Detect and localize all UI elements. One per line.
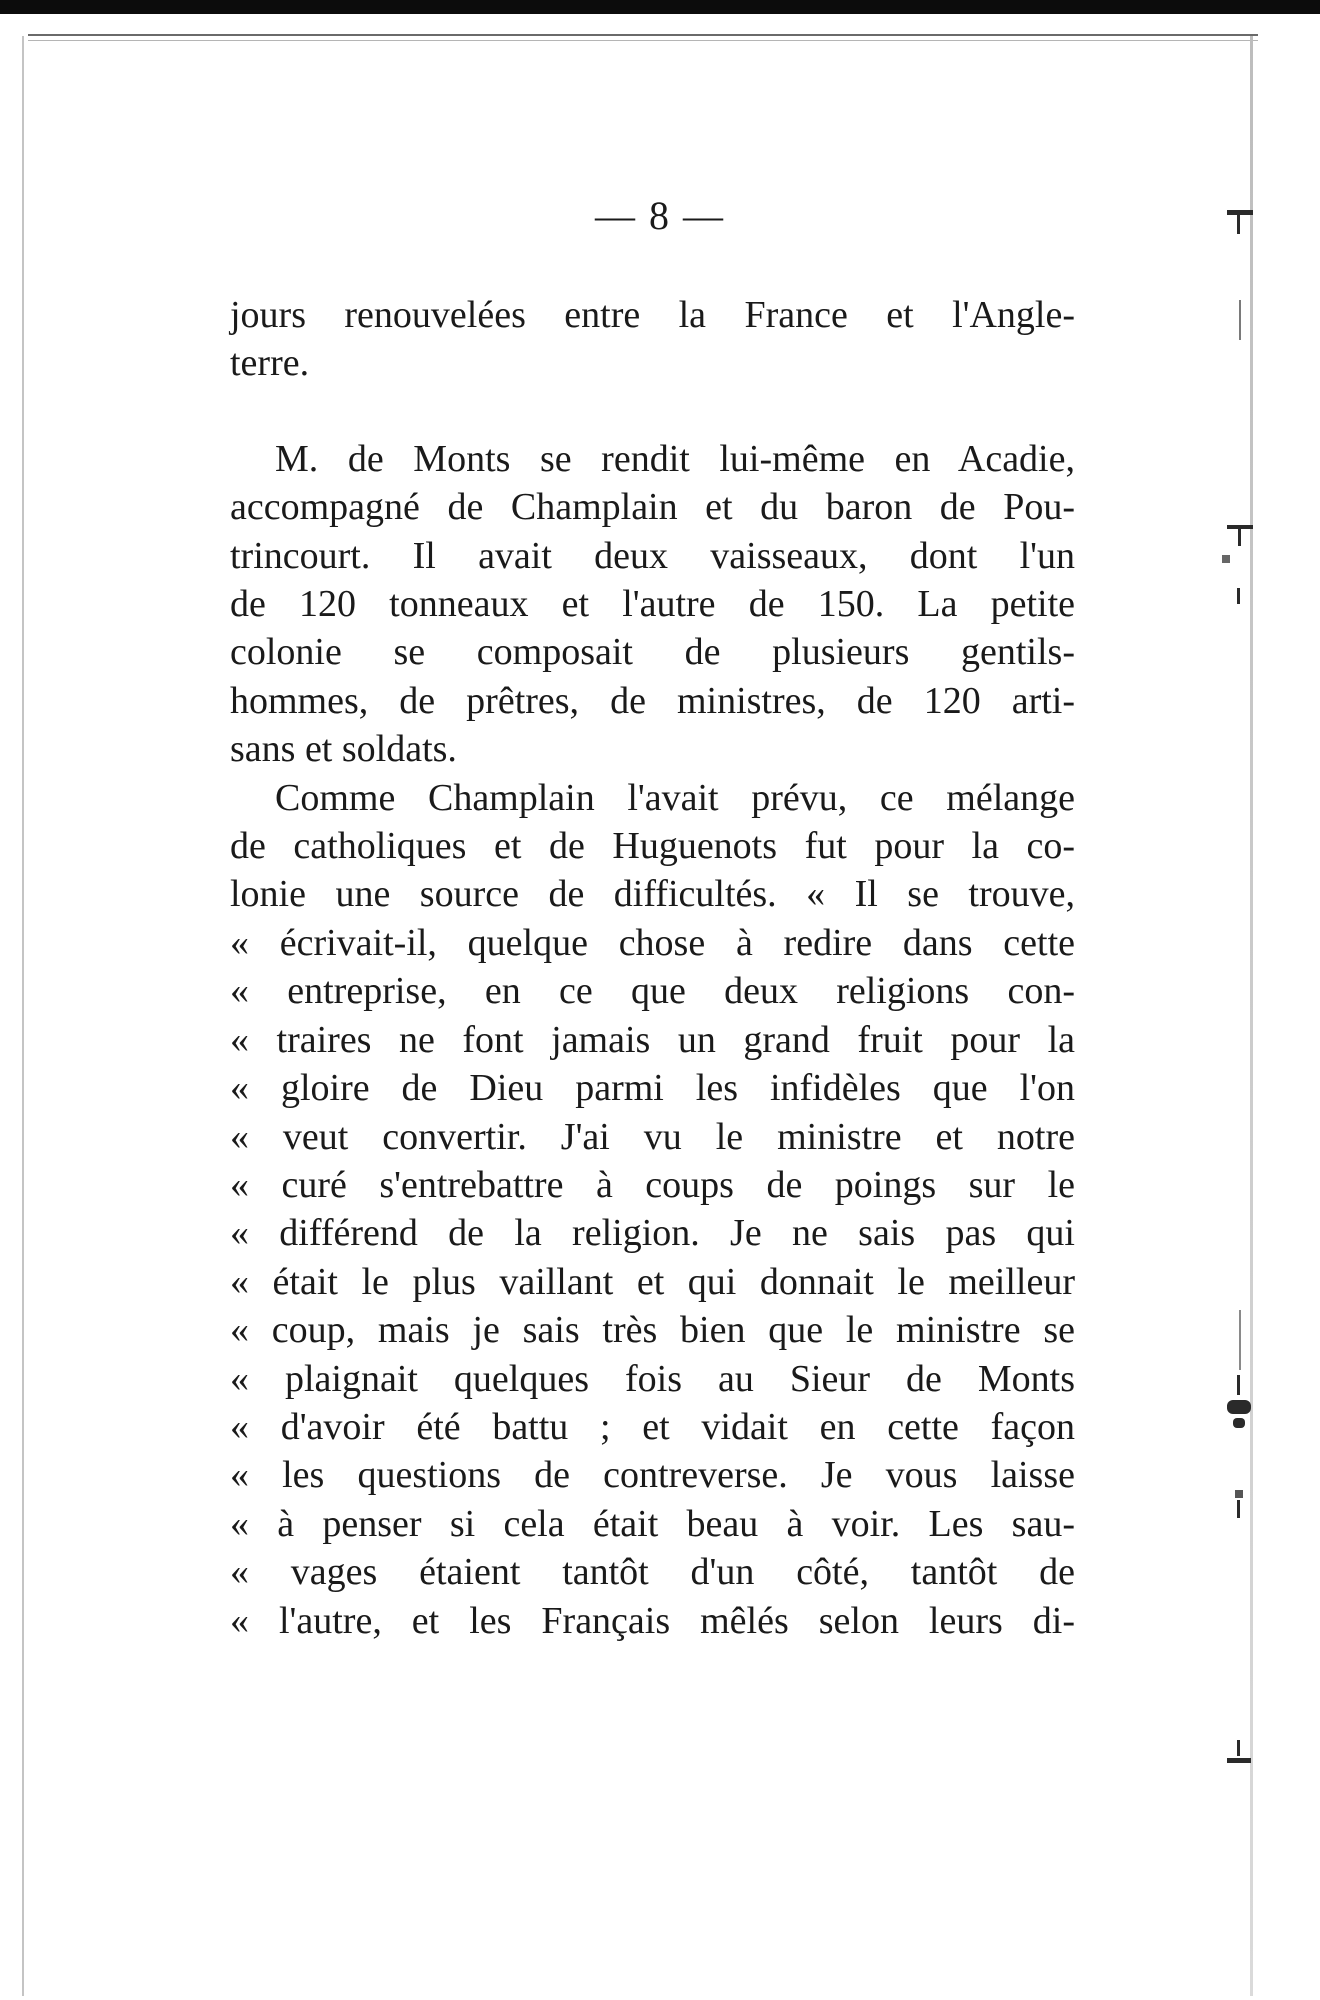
text-line: trincourt. Il avait deux vaisseaux, dont l'un: [230, 534, 1075, 577]
scan-margin-marks: [1225, 0, 1265, 2000]
text-line: « veut convertir. J'ai vu le ministre et notre: [230, 1115, 1075, 1158]
text-line: colonie se composait de plusieurs gentils-: [230, 631, 1075, 674]
text-line: « était le plus vaillant et qui donnait le meilleur: [230, 1260, 1075, 1303]
text-line: « curé s'entrebattre à coups de poings sur le: [230, 1163, 1075, 1206]
scan-top-border: [0, 0, 1320, 14]
text-line: terre.: [230, 342, 310, 385]
text-line: « à penser si cela était beau à voir. Les sau-: [230, 1502, 1075, 1545]
paragraph: [230, 435, 1075, 774]
body-text: [230, 291, 1075, 1645]
text-line: accompagné de Champlain et du baron de Pou-: [230, 486, 1075, 529]
text-line: Comme Champlain l'avait prévu, ce mélange: [275, 776, 1075, 819]
text-line: hommes, de prêtres, de ministres, de 120 arti-: [230, 679, 1075, 722]
text-line: M. de Monts se rendit lui-même en Acadie,: [275, 437, 1075, 480]
text-line: « les questions de contreverse. Je vous laisse: [230, 1454, 1075, 1497]
text-line: « traires ne font jamais un grand fruit pour la: [230, 1018, 1075, 1061]
text-line: « d'avoir été battu ; et vidait en cette façon: [230, 1405, 1075, 1448]
page-top-edge: [28, 34, 1258, 36]
page-number: — 8 —: [595, 193, 725, 238]
paragraph: [230, 291, 1075, 388]
text-line: « entreprise, en ce que deux religions con-: [230, 970, 1075, 1013]
text-line: « écrivait-il, quelque chose à redire dans cette: [230, 921, 1075, 964]
text-line: lonie une source de difficultés. « Il se trouve,: [230, 873, 1075, 916]
text-line: « différend de la religion. Je ne sais pas qui: [230, 1212, 1075, 1255]
text-line: jours renouvelées entre la France et l'Angle-: [230, 294, 1075, 336]
text-line: « vages étaient tantôt d'un côté, tantôt de: [230, 1551, 1075, 1594]
text-line: sans et soldats.: [230, 728, 457, 771]
page-left-edge: [22, 36, 24, 1996]
text-line: de catholiques et de Huguenots fut pour la co-: [230, 825, 1075, 868]
paragraph: [230, 774, 1075, 1645]
page-top-edge-shadow: [28, 40, 1258, 41]
text-line: « l'autre, et les Français mêlés selon leurs di-: [230, 1599, 1075, 1642]
text-line: de 120 tonneaux et l'autre de 150. La petite: [230, 583, 1075, 626]
text-line: « coup, mais je sais très bien que le ministre se: [230, 1309, 1075, 1352]
text-line: « gloire de Dieu parmi les infidèles que l'on: [230, 1067, 1075, 1110]
text-line: « plaignait quelques fois au Sieur de Monts: [230, 1357, 1075, 1400]
